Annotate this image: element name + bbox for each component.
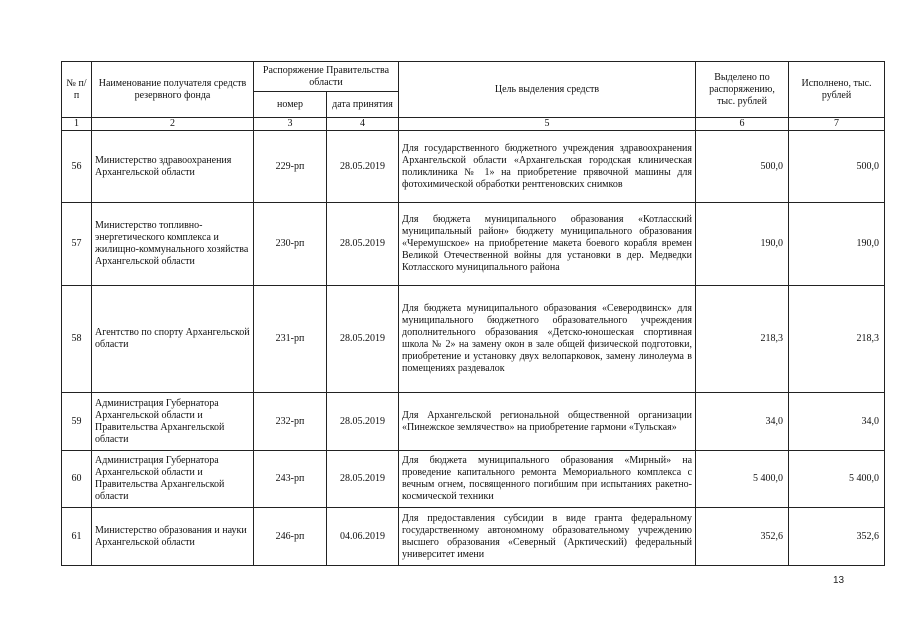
row-order-date: 28.05.2019	[327, 286, 399, 393]
row-num: 56	[62, 131, 92, 203]
column-number: 5	[399, 118, 696, 131]
row-order-number: 246-рп	[254, 508, 327, 566]
column-number: 3	[254, 118, 327, 131]
row-executed: 5 400,0	[789, 451, 885, 508]
row-recipient: Администрация Губернатора Архангельской области и Правительства Архангельской области	[92, 451, 254, 508]
row-order-number: 229-рп	[254, 131, 327, 203]
row-order-date: 28.05.2019	[327, 131, 399, 203]
header-order: Распоряжение Правительства области	[254, 62, 399, 92]
header-row	[62, 62, 885, 92]
row-purpose: Для бюджета муниципального образования «Северодвинск» для муниципального бюджетного образовательного учреждения дополнительного образования «Детско-юношеская спортивная школа № 2» на замену окон в зале общей физической подготовки, приобретение и установку двух велопарковок, замену линолеума в помещениях раздевалок	[399, 286, 696, 393]
row-purpose: Для бюджета муниципального образования «Котласский муниципальный район» бюджету муниципального образования «Черемушское» на приобретение макета боевого корабля времен Великой Отечественной войны для установки в дер. Медведки Котласского муниципального района	[399, 203, 696, 286]
row-order-date: 28.05.2019	[327, 393, 399, 451]
column-number-row	[62, 118, 885, 131]
column-number: 1	[62, 118, 92, 131]
header-allocated: Выделено по распоряжению, тыс. рублей	[696, 62, 789, 118]
header-purpose: Цель выделения средств	[399, 62, 696, 118]
row-allocated: 218,3	[696, 286, 789, 393]
row-purpose: Для государственного бюджетного учреждения здравоохранения Архангельской области «Архангельская городская клиническая поликлиника № 1» на приобретение прявочной машины для фотохимической обработки рентгеновских снимков	[399, 131, 696, 203]
page-number: 13	[833, 575, 845, 586]
row-allocated: 190,0	[696, 203, 789, 286]
row-allocated: 500,0	[696, 131, 789, 203]
header-num: № п/п	[62, 62, 92, 118]
reserve-fund-table	[61, 61, 885, 566]
row-executed: 352,6	[789, 508, 885, 566]
row-allocated: 34,0	[696, 393, 789, 451]
header-executed: Исполнено, тыс. рублей	[789, 62, 885, 118]
table-row	[62, 286, 885, 393]
row-num: 60	[62, 451, 92, 508]
row-purpose: Для Архангельской региональной общественной организации «Пинежское землячество» на приобретение гармони «Тульская»	[399, 393, 696, 451]
row-executed: 190,0	[789, 203, 885, 286]
table-row	[62, 508, 885, 566]
column-number: 2	[92, 118, 254, 131]
row-order-date: 28.05.2019	[327, 451, 399, 508]
row-recipient: Администрация Губернатора Архангельской области и Правительства Архангельской области	[92, 393, 254, 451]
column-number: 4	[327, 118, 399, 131]
row-num: 57	[62, 203, 92, 286]
row-allocated: 352,6	[696, 508, 789, 566]
row-recipient: Министерство здравоохранения Архангельской области	[92, 131, 254, 203]
row-order-number: 232-рп	[254, 393, 327, 451]
row-executed: 218,3	[789, 286, 885, 393]
table-row	[62, 131, 885, 203]
row-purpose: Для предоставления субсидии в виде гранта федеральному государственному автономному образовательному учреждению высшего образования «Северный (Арктический) федеральный университет имени	[399, 508, 696, 566]
row-purpose: Для бюджета муниципального образования «Мирный» на проведение капитального ремонта Мемориального комплекса с вечным огнем, посвященного погибшим при испытаниях ракетно-космической техники	[399, 451, 696, 508]
row-executed: 34,0	[789, 393, 885, 451]
row-num: 61	[62, 508, 92, 566]
table-row	[62, 203, 885, 286]
row-allocated: 5 400,0	[696, 451, 789, 508]
row-num: 59	[62, 393, 92, 451]
table-row	[62, 451, 885, 508]
header-order-date: дата принятия	[327, 92, 399, 118]
row-order-date: 28.05.2019	[327, 203, 399, 286]
column-number: 7	[789, 118, 885, 131]
row-order-number: 231-рп	[254, 286, 327, 393]
row-num: 58	[62, 286, 92, 393]
column-number: 6	[696, 118, 789, 131]
row-recipient: Агентство по спорту Архангельской области	[92, 286, 254, 393]
row-order-date: 04.06.2019	[327, 508, 399, 566]
header-order-number: номер	[254, 92, 327, 118]
row-recipient: Министерство топливно-энергетического комплекса и жилищно-коммунального хозяйства Архангельской области	[92, 203, 254, 286]
table-row	[62, 393, 885, 451]
row-executed: 500,0	[789, 131, 885, 203]
row-recipient: Министерство образования и науки Архангельской области	[92, 508, 254, 566]
row-order-number: 243-рп	[254, 451, 327, 508]
header-recipient: Наименование получателя средств резервного фонда	[92, 62, 254, 118]
row-order-number: 230-рп	[254, 203, 327, 286]
